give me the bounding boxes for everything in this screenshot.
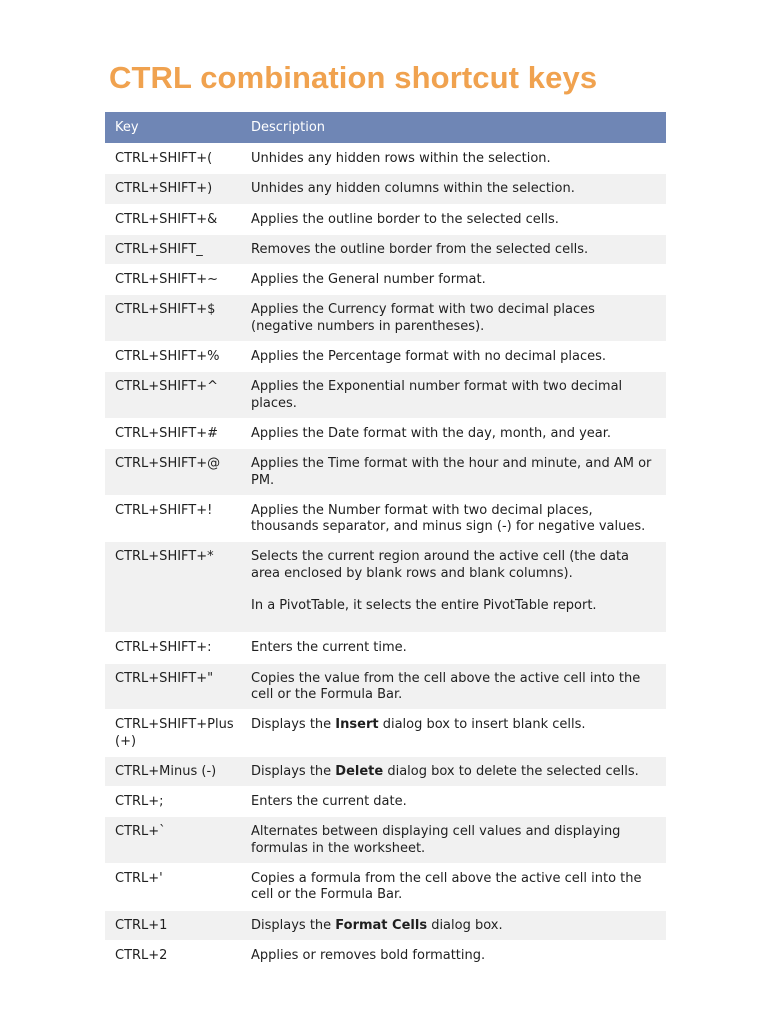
table-row [105, 756, 666, 786]
description-paragraph [251, 764, 658, 780]
description-text: dialog box to insert blank cells. [378, 717, 586, 733]
shortcut-description-cell [251, 817, 666, 863]
description-text: Applies the Currency format with two decimal places (negative numbers in parentheses). [251, 302, 595, 334]
shortcut-description-cell [251, 372, 666, 418]
description-text: Applies the General number format. [251, 272, 486, 288]
description-paragraph [251, 503, 658, 536]
description-text: In a PivotTable, it selects the entire PivotTable report. [251, 598, 597, 614]
shortcut-key-cell: CTRL+SHIFT+& [115, 211, 218, 227]
shortcut-key-cell: CTRL+SHIFT+! [115, 502, 213, 518]
table-row [105, 341, 666, 371]
table-row [105, 632, 666, 662]
table-body [105, 143, 666, 970]
shortcut-key-cell: CTRL+SHIFT+# [115, 425, 219, 441]
shortcut-description-cell [251, 235, 666, 264]
shortcut-description-cell [251, 633, 666, 662]
shortcut-description-cell [251, 664, 666, 710]
description-paragraph [251, 426, 658, 442]
description-text: Enters the current date. [251, 794, 407, 810]
table-row [105, 173, 666, 203]
table-header [105, 112, 666, 143]
description-bold-text: Insert [335, 717, 379, 733]
shortcut-key-cell: CTRL+Minus (-) [115, 763, 217, 779]
table-row [105, 371, 666, 418]
description-text: Unhides any hidden rows within the selection. [251, 151, 551, 166]
shortcut-key-cell: CTRL+1 [115, 917, 168, 933]
shortcut-description-cell [251, 496, 666, 542]
description-text: Displays the [251, 917, 336, 933]
table-row [105, 204, 666, 234]
shortcut-description-cell [251, 542, 666, 620]
description-text: Displays the [251, 717, 336, 733]
description-text: Applies the Exponential number format with two decimal places. [251, 379, 623, 411]
table-row [105, 234, 666, 264]
shortcut-key-cell: CTRL+SHIFT+) [115, 181, 213, 197]
description-text: Copies a formula from the cell above the active cell into the cell or the Formula Bar. [251, 871, 642, 903]
description-text: dialog box. [427, 917, 503, 933]
table-row [105, 264, 666, 294]
shortcut-key-cell: CTRL+SHIFT+^ [115, 379, 219, 395]
description-bold-text: Delete [335, 763, 384, 779]
shortcut-description-cell [251, 449, 666, 495]
shortcut-description-cell [251, 265, 666, 294]
table-row [105, 294, 666, 341]
shortcut-key-cell: CTRL+; [115, 794, 164, 810]
description-paragraph [251, 824, 658, 857]
shortcut-key-cell: CTRL+SHIFT+~ [115, 272, 219, 288]
shortcut-description-cell [251, 342, 666, 371]
shortcut-key-cell: CTRL+SHIFT+@ [115, 456, 221, 472]
description-bold-text: Format Cells [335, 917, 428, 933]
description-text: Applies or removes bold formatting. [251, 947, 486, 963]
shortcut-key-cell: CTRL+SHIFT+Plus (+) [115, 717, 238, 749]
document-title: CTRL combination shortcut keys [109, 60, 598, 95]
description-paragraph [251, 948, 658, 964]
shortcut-key-cell: CTRL+SHIFT_ [115, 241, 203, 257]
description-paragraph [251, 181, 658, 197]
description-text: Displays the [251, 763, 336, 779]
table-row [105, 143, 666, 173]
shortcut-key-cell: CTRL+' [115, 871, 163, 887]
shortcut-key-cell: CTRL+SHIFT+( [115, 151, 213, 166]
description-text: Selects the current region around the active cell (the data area enclosed by blank rows and blank columns). [251, 549, 630, 581]
table-row [105, 863, 666, 910]
table-row [105, 495, 666, 542]
shortcut-description-cell [251, 911, 666, 940]
description-paragraph [251, 242, 658, 258]
table-row [105, 448, 666, 495]
shortcut-description-cell [251, 205, 666, 234]
description-text: Copies the value from the cell above the active cell into the cell or the Formula Bar. [251, 670, 641, 702]
table-row [105, 816, 666, 863]
shortcut-description-cell [251, 757, 666, 786]
description-paragraph [251, 794, 658, 810]
description-text: Applies the Percentage format with no decimal places. [251, 349, 607, 365]
shortcut-description-cell [251, 295, 666, 341]
description-text: Removes the outline border from the selected cells. [251, 241, 589, 257]
description-paragraph [251, 549, 658, 582]
description-paragraph [251, 272, 658, 288]
description-paragraph [251, 349, 658, 365]
shortcut-key-cell: CTRL+SHIFT+% [115, 349, 220, 365]
shortcut-description-cell [251, 941, 666, 970]
column-header-description: Description [251, 120, 326, 135]
table-row [105, 541, 666, 632]
description-text: Applies the outline border to the selected cells. [251, 211, 559, 227]
shortcut-key-cell: CTRL+SHIFT+" [115, 670, 214, 686]
description-paragraph [251, 456, 658, 489]
shortcut-key-cell: CTRL+SHIFT+: [115, 640, 212, 656]
table-row [105, 910, 666, 940]
shortcut-description-cell [251, 710, 666, 739]
description-paragraph [251, 598, 658, 614]
shortcut-description-cell [251, 144, 666, 173]
description-paragraph [251, 379, 658, 412]
description-text: Applies the Number format with two decimal places, thousands separator, and minus sign (-) for negative values. [251, 502, 646, 535]
description-paragraph [251, 151, 658, 167]
table-row [105, 709, 666, 756]
description-paragraph [251, 212, 658, 228]
description-paragraph [251, 918, 658, 934]
description-text: dialog box to delete the selected cells. [383, 763, 639, 779]
shortcut-description-cell [251, 864, 666, 910]
description-paragraph [251, 640, 658, 656]
description-text: Unhides any hidden columns within the selection. [251, 181, 575, 197]
shortcut-table [105, 112, 666, 970]
table-row [105, 418, 666, 448]
description-paragraph [251, 671, 658, 704]
shortcut-key-cell: CTRL+2 [115, 947, 168, 963]
shortcut-description-cell [251, 174, 666, 203]
table-row [105, 786, 666, 816]
description-text: Enters the current time. [251, 640, 407, 656]
shortcut-key-cell: CTRL+SHIFT+* [115, 549, 214, 565]
description-paragraph [251, 871, 658, 904]
description-text: Applies the Date format with the day, month, and year. [251, 425, 612, 441]
table-row [105, 940, 666, 970]
shortcut-description-cell [251, 787, 666, 816]
shortcut-description-cell [251, 419, 666, 448]
description-text: Applies the Time format with the hour and minute, and AM or PM. [251, 456, 652, 488]
shortcut-key-cell: CTRL+` [115, 824, 166, 840]
table-row [105, 663, 666, 710]
description-paragraph [251, 302, 658, 335]
shortcut-key-cell: CTRL+SHIFT+$ [115, 302, 216, 318]
column-header-key: Key [115, 120, 139, 135]
description-paragraph [251, 717, 658, 733]
description-text: Alternates between displaying cell values and displaying formulas in the worksheet. [251, 824, 621, 856]
